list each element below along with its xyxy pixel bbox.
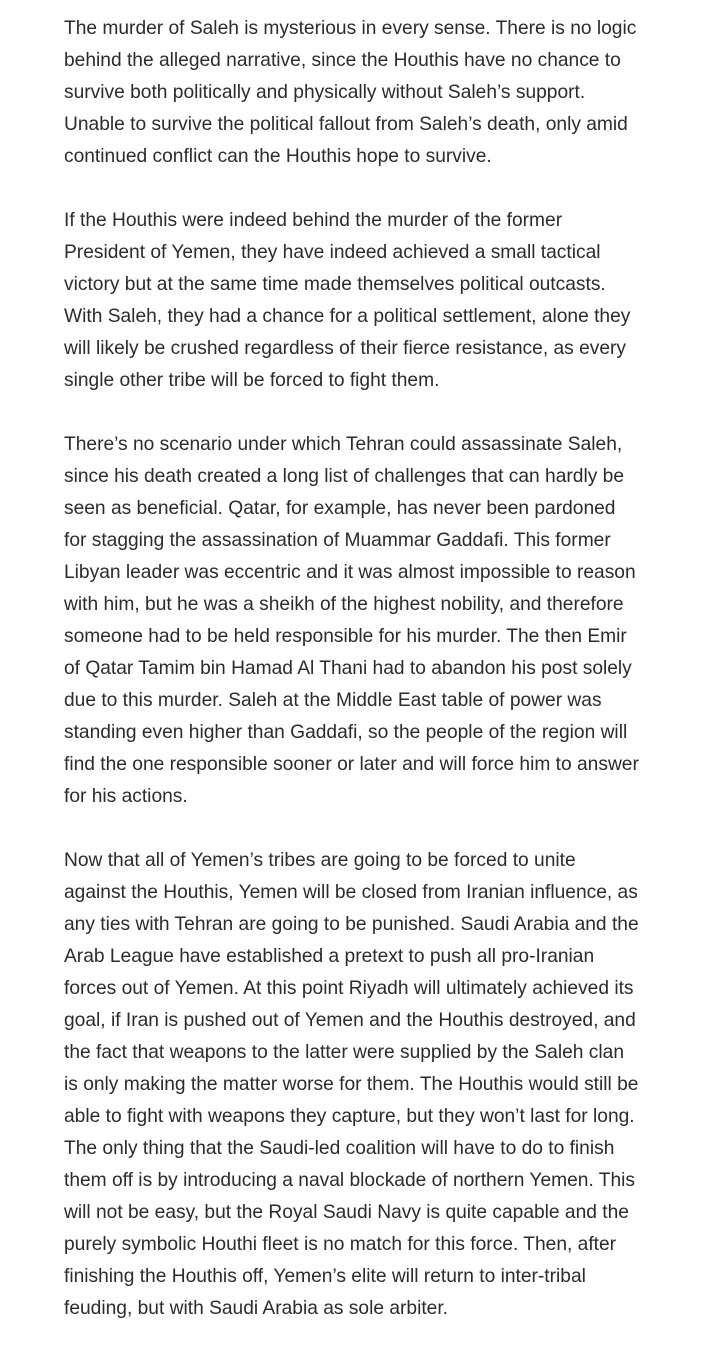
text-line: There’s no scenario under which Tehran could assassinate Saleh,	[64, 434, 623, 455]
text-line: of Qatar Tamim bin Hamad Al Thani had to abandon his post solely	[64, 658, 632, 679]
text-line: The murder of Saleh is mysterious in every sense. There is no logic	[64, 18, 637, 39]
article-body	[64, 13, 674, 1357]
text-line: is only making the matter worse for them. The Houthis would still be	[64, 1074, 639, 1095]
text-line: With Saleh, they had a chance for a political settlement, alone they	[64, 306, 631, 327]
text-line: victory but at the same time made themselves political outcasts.	[64, 274, 606, 295]
text-line: Arab League have established a pretext to push all pro-Iranian	[64, 946, 595, 967]
text-line: finishing the Houthis off, Yemen’s elite will return to inter-tribal	[64, 1266, 586, 1287]
text-line: goal, if Iran is pushed out of Yemen and the Houthis destroyed, and	[64, 1010, 636, 1031]
text-line: feuding, but with Saudi Arabia as sole arbiter.	[64, 1298, 448, 1319]
paragraph-3	[64, 429, 674, 813]
text-line: for his actions.	[64, 786, 188, 807]
paragraph-2	[64, 205, 674, 397]
text-line: survive both politically and physically without Saleh’s support.	[64, 82, 586, 103]
text-line: against the Houthis, Yemen will be closed from Iranian influence, as	[64, 882, 638, 903]
text-line: any ties with Tehran are going to be punished. Saudi Arabia and the	[64, 914, 639, 935]
text-line: since his death created a long list of challenges that can hardly be	[64, 466, 624, 487]
text-line: standing even higher than Gaddafi, so the people of the region will	[64, 722, 628, 743]
text-line: will likely be crushed regardless of their fierce resistance, as every	[64, 338, 627, 359]
text-line: Unable to survive the political fallout from Saleh’s death, only amid	[64, 114, 628, 135]
text-line: able to fight with weapons they capture, but they won’t last for long.	[64, 1106, 635, 1127]
text-line: The only thing that the Saudi-led coalition will have to do to finish	[64, 1138, 615, 1159]
text-line: seen as beneficial. Qatar, for example, has never been pardoned	[64, 498, 616, 519]
paragraph-4	[64, 845, 674, 1325]
text-line: Now that all of Yemen’s tribes are going to be forced to unite	[64, 850, 576, 871]
text-line: for stagging the assassination of Muammar Gaddafi. This former	[64, 530, 611, 551]
paragraph-1	[64, 13, 674, 173]
text-line: purely symbolic Houthi fleet is no match for this force. Then, after	[64, 1234, 617, 1255]
text-line: find the one responsible sooner or later and will force him to answer	[64, 754, 639, 775]
text-line: the fact that weapons to the latter were supplied by the Saleh clan	[64, 1042, 624, 1063]
text-line: If the Houthis were indeed behind the murder of the former	[64, 210, 563, 231]
text-line: them off is by introducing a naval blockade of northern Yemen. This	[64, 1170, 636, 1191]
text-line: due to this murder. Saleh at the Middle East table of power was	[64, 690, 602, 711]
text-line: behind the alleged narrative, since the Houthis have no chance to	[64, 50, 621, 71]
text-line: continued conflict can the Houthis hope to survive.	[64, 146, 492, 167]
text-line: someone had to be held responsible for his murder. The then Emir	[64, 626, 627, 647]
text-line: single other tribe will be forced to fight them.	[64, 370, 440, 391]
text-line: Libyan leader was eccentric and it was almost impossible to reason	[64, 562, 636, 583]
text-line: forces out of Yemen. At this point Riyadh will ultimately achieved its	[64, 978, 634, 999]
text-line: will not be easy, but the Royal Saudi Navy is quite capable and the	[64, 1202, 629, 1223]
text-line: with him, but he was a sheikh of the highest nobility, and therefore	[64, 594, 624, 615]
text-line: President of Yemen, they have indeed achieved a small tactical	[64, 242, 601, 263]
